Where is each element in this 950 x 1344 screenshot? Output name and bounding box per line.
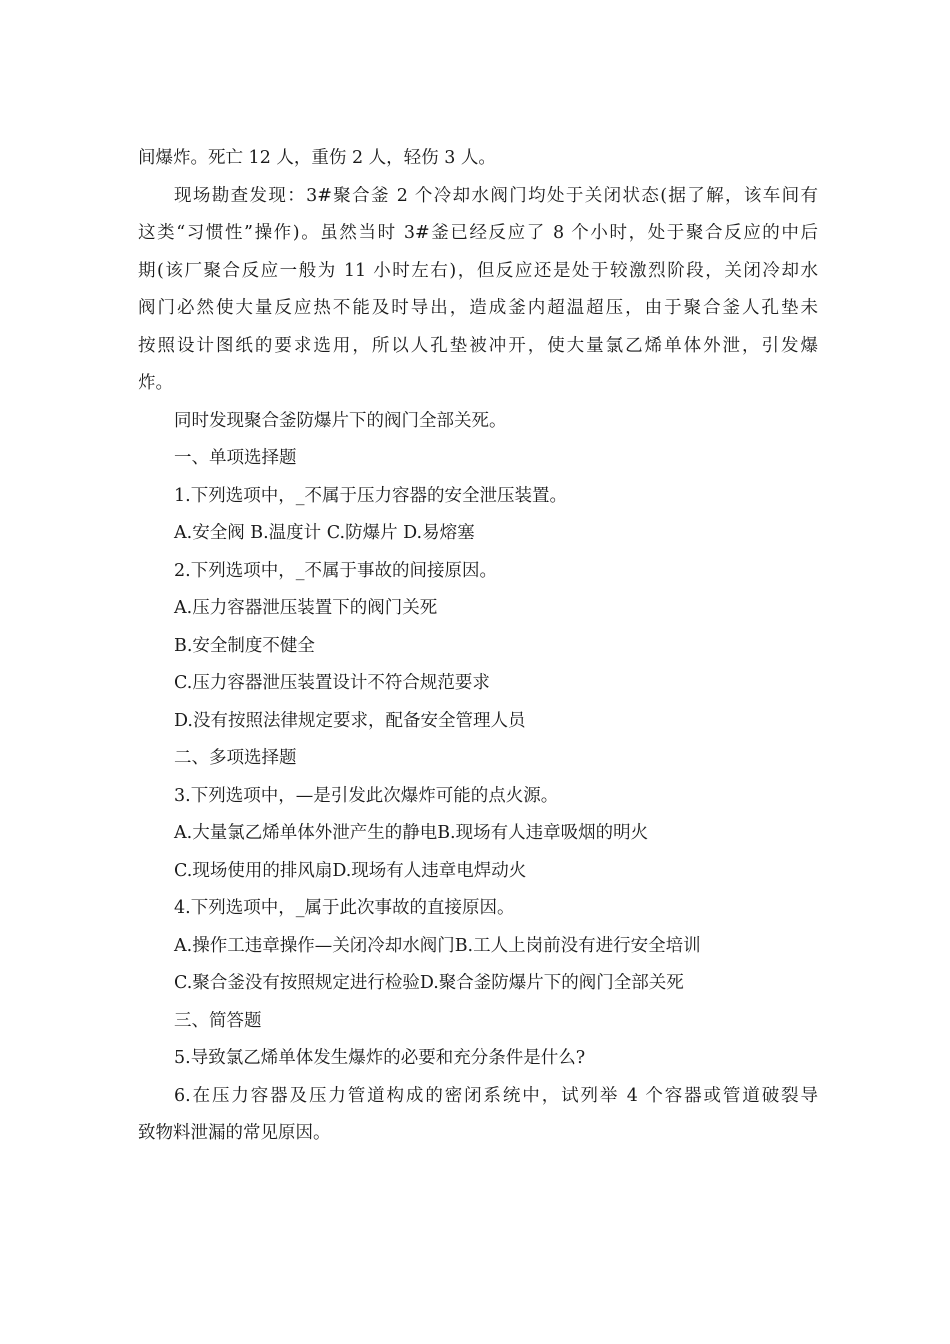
section-heading: 三、简答题 [174, 1010, 262, 1031]
question-option: B.安全制度不健全 [174, 635, 315, 656]
section-heading: 一、单项选择题 [174, 448, 297, 468]
question-option: C.压力容器泄压装置设计不符合规范要求 [174, 673, 490, 693]
question-stem: 3.下列选项中，—是引发此次爆炸可能的点火源。 [174, 785, 559, 806]
paragraph-text: 炸。 [138, 373, 173, 393]
paragraph-text: 阀门必然使大量反应热不能及时导出，造成釜内超温超压，由于聚合釜人孔垫未 [138, 298, 818, 318]
question-stem: 5.导致氯乙烯单体发生爆炸的必要和充分条件是什么? [174, 1048, 586, 1068]
question-options: C.聚合釜没有按照规定进行检验D.聚合釜防爆片下的阀门全部关死 [174, 973, 684, 993]
question-options: A.大量氯乙烯单体外泄产生的静电B.现场有人违章吸烟的明火 [174, 823, 649, 843]
question-option: A.压力容器泄压装置下的阀门关死 [174, 598, 438, 618]
section-heading: 二、多项选择题 [174, 748, 297, 768]
question-option: D.没有按照法律规定要求，配备安全管理人员 [174, 710, 526, 731]
document-body [138, 140, 818, 1153]
question-options: A.安全阀 B.温度计 C.防爆片 D.易熔塞 [174, 523, 475, 543]
question-stem: 1.下列选项中，_不属于压力容器的安全泄压装置。 [174, 485, 567, 506]
paragraph-text: 按照设计图纸的要求选用，所以人孔垫被冲开，使大量氯乙烯单体外泄，引发爆 [138, 335, 818, 356]
question-stem: 2.下列选项中，_不属于事故的间接原因。 [174, 560, 497, 581]
paragraph-text: 这类“习惯性”操作)。虽然当时 3#釜已经反应了 8 个小时，处于聚合反应的中后 [138, 223, 818, 243]
question-stem: 6.在压力容器及压力管道构成的密闭系统中，试列举 4 个容器或管道破裂导 [174, 1085, 818, 1106]
question-stem: 致物料泄漏的常见原因。 [138, 1123, 331, 1143]
paragraph-text: 同时发现聚合釜防爆片下的阀门全部关死。 [174, 410, 507, 431]
question-stem: 4.下列选项中，_属于此次事故的直接原因。 [174, 898, 515, 918]
paragraph-text: 间爆炸。死亡 12 人，重伤 2 人，轻伤 3 人。 [138, 148, 496, 168]
question-options: A.操作工违章操作—关闭冷却水阀门B.工人上岗前没有进行安全培训 [174, 935, 701, 956]
question-options: C.现场使用的排风扇D.现场有人违章电焊动火 [174, 860, 527, 881]
paragraph-text: 期(该厂聚合反应一般为 11 小时左右)，但反应还是处于较激烈阶段，关闭冷却水 [138, 260, 818, 281]
paragraph-text: 现场勘查发现：3#聚合釜 2 个冷却水阀门均处于关闭状态(据了解，该车间有 [174, 185, 818, 206]
